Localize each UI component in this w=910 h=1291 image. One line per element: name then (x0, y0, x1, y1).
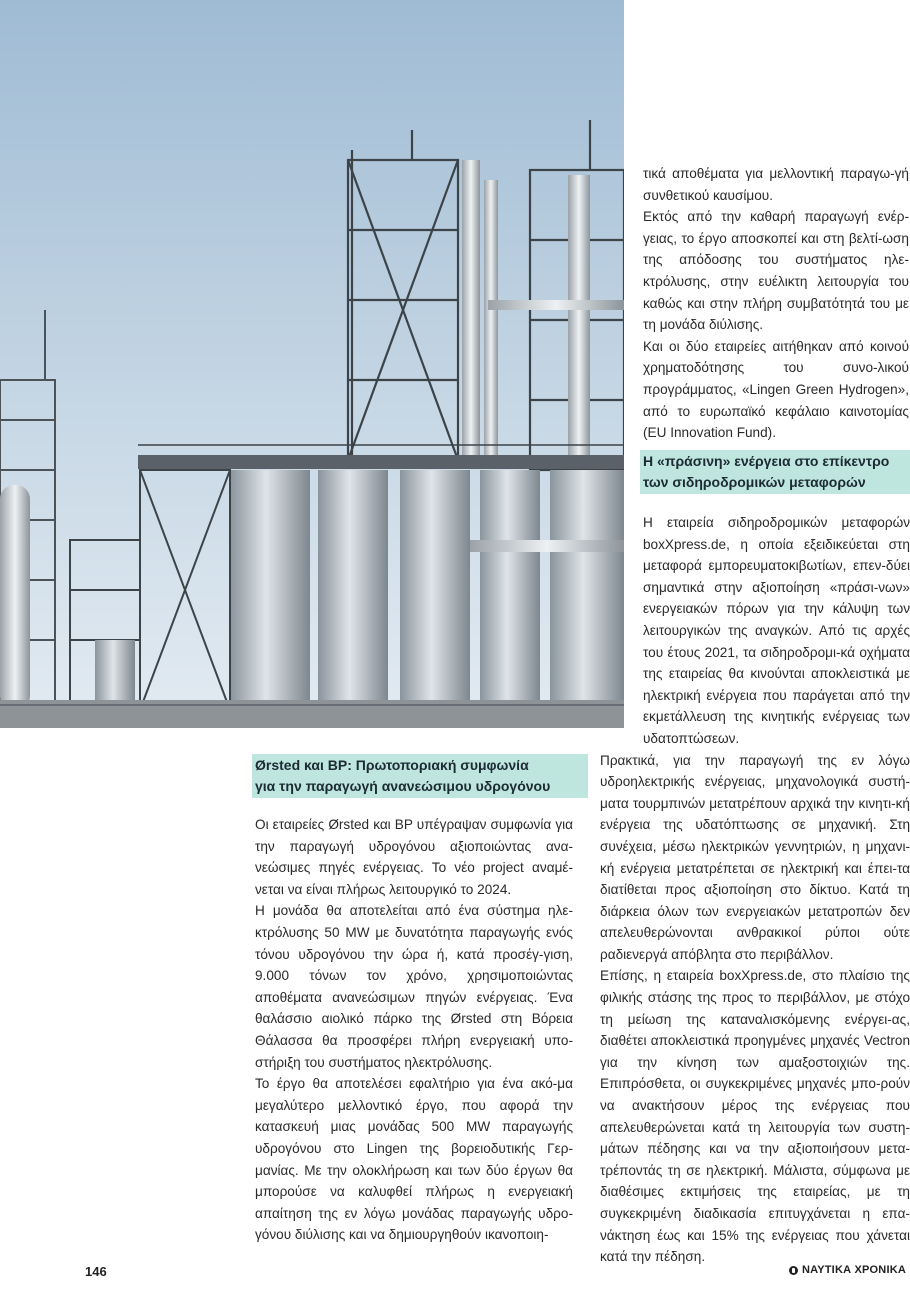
heading-line: Ørsted και BP: Πρωτοποριακή συμφωνία (255, 757, 529, 773)
paragraph: Και οι δύο εταιρείες αιτήθηκαν από κοινού χρηματοδότησης του συνο-λικού προγράμματος, «Lingen Green Hydrogen», από το ευρωπαϊκό κεφάλαιο καινοτομίας (EU Innovation Fund). (643, 338, 909, 441)
paragraph: τικά αποθέματα για μελλοντική παραγω-γή συνθετικού καυσίμου. (643, 166, 909, 203)
magazine-logo-icon (789, 1266, 798, 1275)
magazine-name (789, 1264, 906, 1276)
right-column-top (643, 163, 909, 444)
paragraph: Η μονάδα θα αποτελείται από ένα σύστημα ηλε-κτρόλυσης 50 MW με δυνατότητα παραγωγής ενός τόνου υδρογόνου την ώρα ή, κατά προσέγ-γιση, 9.000 τόνων τον χρόνο, χρησιμοποιώντας αποθέματα ανανεώσιμων πηγών ενέργειας. Ένα θαλάσσιο αιολικό πάρκο της Ørsted στη Βόρεια Θάλασσα θα προσφέρει πλήρη ενεργειακή υπο-στήριξη του συστήματος ηλεκτρόλυσης. (255, 903, 573, 1070)
industrial-plant-photo (0, 0, 624, 728)
heading-line: για την παραγωγή ανανεώσιμου υδρογόνου (255, 778, 551, 794)
heading-line: Η «πράσινη» ενέργεια στο επίκεντρο (643, 453, 890, 469)
paragraph: Το έργο θα αποτελέσει εφαλτήριο για ένα ακό-μα μεγαλύτερο μελλοντικό έργο, που αφορά την κατασκευή μιας μονάδας 500 MW παραγωγής υδρογόνου στο Lingen της βορειοδυτικής Γερ-μανίας. Με την ολοκλήρωση και των δύο έργων θα μπορούσε να καλυφθεί πλήρως η ενεργειακή απαίτηση της εν λόγω μονάδας παραγωγής υδρο-γόνου διύλισης και να δημιουργηθούν ικανοποιη- (255, 1076, 573, 1243)
heading-line: των σιδηροδρομικών μεταφορών (643, 474, 866, 490)
left-column-bottom (255, 814, 573, 1246)
paragraph: Οι εταιρείες Ørsted και BP υπέγραψαν συμφωνία για την παραγωγή υδρογόνου αξιοποιώντας ανα-νεώσιμες πηγές ενέργειας. Το νέο project αναμέ-νεται να είναι πλήρως λειτουργικό το 2024. (255, 817, 573, 897)
right-column-bottom (600, 512, 910, 1268)
paragraph: Πρακτικά, για την παραγωγή της εν λόγω υδροηλεκτρικής ενέργειας, μηχανολογικά συστή-ματα τουρμπινών μετατρέπουν αρχικά την κινητι-κή ενέργεια της υδατόπτωσης σε μηχανική. Στη συνέχεια, μέσω ηλεκτρικών γεννητριών, η μηχανι-κή ενέργεια μετατρέπεται σε ηλεκτρική και έπει-τα διατίθεται προς αξιοποίηση στο δίκτυο. Κατά τη διάρκεια όλων των ενεργειακών μετατροπών δεν απελευθερώνονται ανθρακικοί ρύποι ούτε ραδιενεργά απόβλητα στο περιβάλλον. (600, 752, 910, 962)
section-heading-orsted-bp (252, 754, 588, 798)
paragraph: Η εταιρεία σιδηροδρομικών μεταφορών boxXpress.de, η οποία εξειδικεύεται στη μεταφορά εμπορευματοκιβωτίων, επεν-δύει σημαντικά στην αξιοποίηση «πράσι-νων» ενεργειακών πόρων για την κάλυψη των λειτουργικών της αναγκών. Από τις αρχές του έτους 2021, τα σιδηροδρομι-κά οχήματα της εταιρείας θα κινούνται αποκλειστικά με ηλεκτρική ενέργεια που παράγεται από την εκμετάλλευση της κινητικής ενέργειας των υδατοπτώσεων. (643, 515, 910, 746)
page-number: 146 (85, 1264, 107, 1279)
refinery-illustration (0, 0, 624, 728)
paragraph: Επίσης, η εταιρεία boxXpress.de, στο πλαίσιο της φιλικής στάσης της προς το περιβάλλον, με στόχο τη μείωση της καταναλισκόμενης ενέργει-ας, διαθέτει αποκλειστικά προηγμένες μηχανές Vectron για την κίνηση των αμαξοστοιχιών της. Επιπρόσθετα, οι συγκεκριμένες μηχανές μπο-ρούν να ανακτήσουν μέρος της ενέργειας που απελευθερώνεται κατά τη λειτουργία των συστη-μάτων πέδησης και να την αξιοποιήσουν μετα-τρέποντάς τη σε ηλεκτρική. Μάλιστα, σύμφωνα με διαθέσιμες εκτιμήσεις της εταιρείας, με τη συγκεκριμένη διαδικασία επιτυγχάνεται η επα-νάκτηση έως και 15% της ενέργειας που χάνεται κατά την πέδηση. (600, 968, 910, 1265)
paragraph: Εκτός από την καθαρή παραγωγή ενέρ-γειας, το έργο αποσκοπεί και στη βελτί-ωση της απόδοσης του συστήματος ηλε-κτρόλυσης, στην ευέλικτη λειτουργία του καθώς και στην πλήρη συμβατότητά του με τη μονάδα διύλισης. (643, 209, 909, 333)
section-heading-rail (640, 450, 910, 494)
magazine-title: ΝΑΥΤΙΚΑ ΧΡΟΝΙΚΑ (801, 1264, 906, 1276)
